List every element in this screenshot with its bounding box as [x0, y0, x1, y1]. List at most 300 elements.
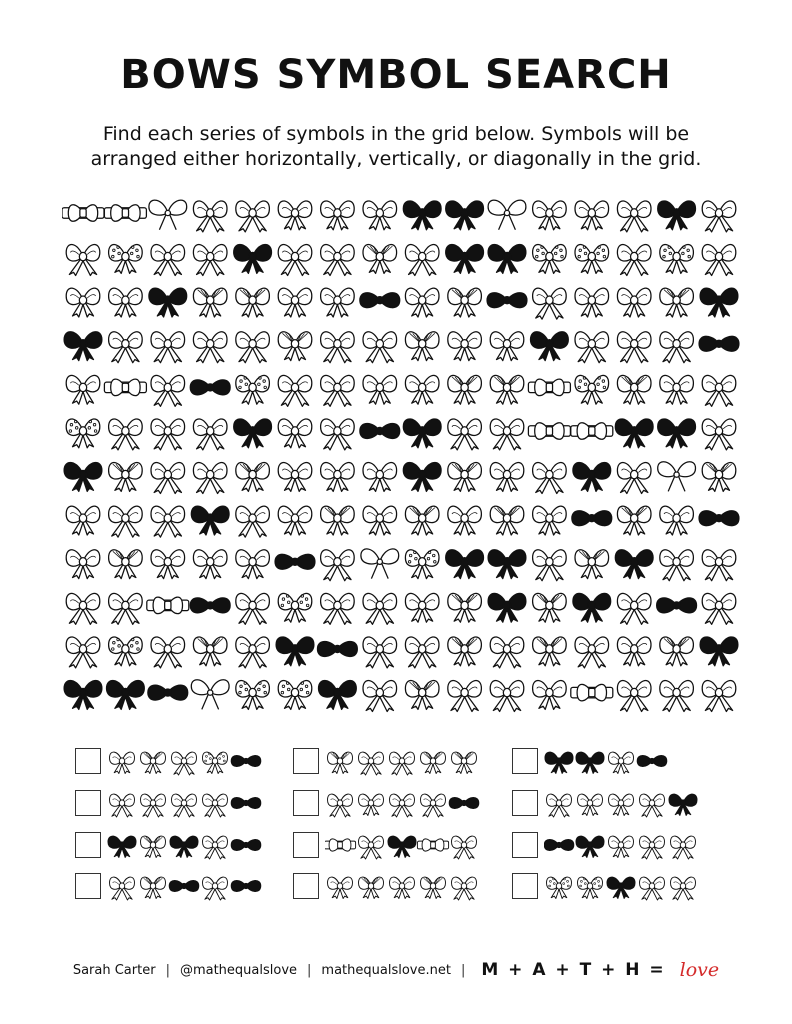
grid-cell-bow-icon-solid	[700, 288, 738, 317]
grid-cell-bow-icon-outline-simple	[405, 288, 439, 317]
answer-item	[293, 871, 493, 903]
bow-icon-pleated-fan	[328, 752, 353, 773]
answer-checkbox[interactable]	[75, 790, 101, 816]
grid-cell-bow-icon-long-ribbon	[405, 245, 439, 276]
grid-cell-bow-icon-pleated-fan	[193, 288, 227, 317]
grid-cell-bow-icon-long-ribbon	[660, 332, 694, 363]
footer-website: mathequalslove.net	[321, 962, 451, 978]
grid-cell-bow-icon-long-ribbon	[575, 332, 609, 363]
grid-cell-bow-icon-pleated-fan	[363, 245, 397, 274]
footer-brand: M + A + T + H =	[481, 960, 666, 980]
answer-item	[512, 746, 712, 778]
grid-cell-bow-icon-outline-simple	[363, 375, 397, 404]
answer-item	[512, 830, 712, 862]
bow-icon-solid	[388, 836, 416, 857]
footer-separator: |	[307, 962, 312, 978]
grid-cell-bow-icon-outline-simple	[321, 463, 355, 492]
grid-cell-bow-icon-pleated-fan	[278, 332, 312, 361]
grid-cell-bow-icon-long-ribbon	[151, 375, 185, 406]
bow-icon-outline-simple	[390, 877, 415, 898]
instructions	[0, 122, 792, 172]
grid-cell-bow-icon-long-ribbon	[617, 681, 651, 712]
grid-cell-bow-icon-outline-simple	[151, 550, 185, 579]
bow-icon-long-ribbon	[640, 877, 665, 900]
grid-cell-bow-icon-heart-shaped	[149, 200, 187, 230]
footer-separator: |	[460, 962, 466, 978]
grid-cell-bow-icon-long-ribbon	[702, 375, 736, 406]
grid-cell-bow-icon-long-ribbon	[321, 593, 355, 624]
grid-cell-bow-icon-long-ribbon	[151, 637, 185, 668]
grid-cell-bow-icon-clip-barrette	[571, 423, 613, 440]
instructions-line-1: Find each series of symbols in the grid below. Symbols will be	[102, 123, 690, 145]
grid-cell-bow-icon-long-ribbon	[363, 593, 397, 624]
grid-cell-bow-icon-pleated-fan	[617, 506, 651, 535]
grid-cell-bow-icon-solid-small	[148, 685, 188, 700]
grid-row	[66, 506, 739, 537]
footer	[0, 955, 792, 985]
grid-cell-bow-icon-pleated-fan	[321, 506, 355, 535]
grid-cell-bow-icon-solid-small	[699, 336, 739, 351]
grid-cell-bow-icon-polka-dot	[109, 245, 143, 274]
grid-cell-bow-icon-long-ribbon	[151, 506, 185, 537]
answer-checkbox[interactable]	[512, 832, 538, 858]
grid-cell-bow-icon-polka-dot	[660, 245, 694, 274]
answer-checkbox[interactable]	[75, 873, 101, 899]
grid-cell-bow-icon-clip-barrette	[528, 379, 570, 396]
grid-cell-bow-icon-long-ribbon	[321, 375, 355, 406]
bow-icon-long-ribbon	[452, 877, 477, 900]
grid-row	[64, 332, 739, 363]
grid-cell-bow-icon-solid	[615, 550, 653, 579]
bow-icon-solid-small	[637, 755, 667, 766]
bow-icon-outline-simple	[609, 836, 634, 857]
grid-cell-bow-icon-long-ribbon	[490, 419, 524, 450]
answer-checkbox[interactable]	[75, 832, 101, 858]
grid-cell-bow-icon-long-ribbon	[236, 637, 270, 668]
bow-icon-long-ribbon	[172, 752, 197, 775]
answer-sequence	[544, 788, 704, 820]
bow-icon-outline-simple	[110, 752, 135, 773]
grid-cell-bow-icon-outline-simple	[278, 288, 312, 317]
bow-icon-polka-dot	[547, 877, 572, 898]
grid-cell-bow-icon-pleated-fan	[193, 637, 227, 666]
grid-cell-bow-icon-solid	[488, 245, 526, 274]
grid-cell-bow-icon-long-ribbon	[193, 419, 227, 450]
grid-cell-bow-icon-long-ribbon	[109, 506, 143, 537]
grid-cell-bow-icon-long-ribbon	[617, 245, 651, 276]
grid-cell-bow-icon-pleated-fan	[405, 506, 439, 535]
grid-cell-bow-icon-pleated-fan	[533, 637, 567, 666]
answer-checkbox[interactable]	[75, 748, 101, 774]
grid-cell-bow-icon-heart-shaped	[361, 549, 399, 579]
grid-cell-bow-icon-solid	[276, 637, 314, 666]
grid-cell-bow-icon-solid-small	[699, 511, 739, 526]
bow-icon-solid-small	[169, 880, 199, 891]
grid-cell-bow-icon-long-ribbon	[151, 245, 185, 276]
grid-cell-bow-icon-pleated-fan	[448, 593, 482, 622]
grid-cell-bow-icon-clip-barrette	[147, 597, 189, 614]
grid-cell-bow-icon-solid	[615, 419, 653, 448]
bow-icon-long-ribbon	[671, 836, 696, 859]
answer-sequence	[325, 871, 485, 903]
grid-row	[66, 375, 736, 406]
grid-cell-bow-icon-polka-dot	[278, 681, 312, 710]
grid-cell-bow-icon-outline-simple	[448, 506, 482, 535]
footer-author: Sarah Carter	[72, 962, 156, 978]
grid-cell-bow-icon-solid	[573, 463, 611, 492]
bow-icon-long-ribbon	[390, 794, 415, 817]
answer-checkbox[interactable]	[293, 832, 319, 858]
grid-cell-bow-icon-solid	[191, 506, 229, 535]
grid-cell-bow-icon-clip-barrette	[571, 684, 613, 701]
grid-cell-bow-icon-solid	[149, 288, 187, 317]
bow-icon-pleated-fan	[141, 836, 166, 857]
bow-icon-long-ribbon	[172, 794, 197, 817]
grid-cell-bow-icon-long-ribbon	[405, 637, 439, 668]
grid-row	[66, 245, 736, 276]
answer-item	[75, 830, 275, 862]
grid-cell-bow-icon-long-ribbon	[490, 681, 524, 712]
bow-icon-pleated-fan	[141, 752, 166, 773]
grid-cell-bow-icon-solid-small	[360, 293, 400, 308]
bow-icon-outline-simple	[609, 794, 634, 815]
grid-cell-bow-icon-long-ribbon	[66, 637, 100, 668]
grid-cell-bow-icon-long-ribbon	[702, 201, 736, 232]
grid-cell-bow-icon-polka-dot	[405, 550, 439, 579]
grid-cell-bow-icon-long-ribbon	[363, 637, 397, 668]
grid-cell-bow-icon-outline-simple	[617, 288, 651, 317]
grid-cell-bow-icon-long-ribbon	[490, 637, 524, 668]
grid-cell-bow-icon-solid	[446, 550, 484, 579]
grid-cell-bow-icon-polka-dot	[575, 245, 609, 274]
grid-cell-bow-icon-solid-small	[190, 598, 230, 613]
bow-icon-outline-simple	[578, 794, 603, 815]
grid-cell-bow-icon-solid	[446, 245, 484, 274]
grid-cell-bow-icon-outline-simple	[575, 288, 609, 317]
grid-cell-bow-icon-long-ribbon	[236, 506, 270, 537]
bow-icon-long-ribbon	[640, 794, 665, 817]
grid-cell-bow-icon-outline-simple	[405, 375, 439, 404]
answer-checkbox[interactable]	[512, 873, 538, 899]
answer-item	[75, 746, 275, 778]
grid-cell-bow-icon-long-ribbon	[236, 332, 270, 363]
answer-checkbox[interactable]	[293, 873, 319, 899]
grid-cell-bow-icon-long-ribbon	[363, 332, 397, 363]
bow-icon-solid-small	[544, 839, 574, 850]
grid-row	[66, 593, 736, 624]
grid-cell-bow-icon-solid	[319, 681, 357, 710]
grid-cell-bow-icon-solid-small	[190, 380, 230, 395]
grid-cell-bow-icon-solid	[531, 332, 569, 361]
grid-cell-bow-icon-pleated-fan	[660, 288, 694, 317]
answer-item	[293, 830, 493, 862]
bow-icon-long-ribbon	[671, 877, 696, 900]
grid-cell-bow-icon-outline-simple	[448, 332, 482, 361]
grid-cell-bow-icon-solid	[403, 201, 441, 230]
grid-cell-bow-icon-solid	[488, 550, 526, 579]
grid-cell-bow-icon-long-ribbon	[236, 593, 270, 624]
answer-sequence	[325, 830, 485, 862]
footer-handle: @mathequalslove	[179, 962, 298, 978]
grid-cell-bow-icon-solid-small	[275, 554, 315, 569]
bow-icon-long-ribbon	[359, 752, 384, 775]
grid-cell-bow-icon-outline-simple	[660, 375, 694, 404]
answer-item	[512, 871, 712, 903]
answer-item	[75, 788, 275, 820]
grid-cell-bow-icon-pleated-fan	[702, 463, 736, 492]
grid-cell-bow-icon-outline-simple	[109, 288, 143, 317]
bow-icon-long-ribbon	[203, 794, 228, 817]
grid-cell-bow-icon-outline-simple	[321, 288, 355, 317]
grid-row	[66, 637, 738, 668]
bow-icon-pleated-fan	[421, 877, 446, 898]
grid-row	[66, 419, 736, 450]
grid-cell-bow-icon-clip-barrette	[528, 423, 570, 440]
bow-icon-long-ribbon	[359, 836, 384, 859]
bow-icon-polka-dot	[203, 752, 228, 773]
grid-cell-bow-icon-long-ribbon	[702, 245, 736, 276]
grid-cell-bow-icon-outline-simple	[66, 550, 100, 579]
grid-cell-bow-icon-long-ribbon	[151, 332, 185, 363]
bow-icon-solid	[170, 836, 198, 857]
grid-cell-bow-icon-long-ribbon	[193, 332, 227, 363]
answer-sequence	[544, 830, 704, 862]
grid-cell-bow-icon-solid	[658, 419, 696, 448]
grid-cell-bow-icon-polka-dot	[236, 375, 270, 404]
bow-icon-solid	[576, 836, 604, 857]
answer-checkbox[interactable]	[293, 748, 319, 774]
grid-cell-bow-icon-long-ribbon	[617, 463, 651, 494]
grid-cell-bow-icon-long-ribbon	[321, 245, 355, 276]
grid-cell-bow-icon-outline-simple	[363, 506, 397, 535]
bow-icon-solid	[108, 836, 136, 857]
grid-cell-bow-icon-outline-simple	[363, 201, 397, 230]
grid-cell-bow-icon-outline-simple	[66, 375, 100, 404]
grid-cell-bow-icon-long-ribbon	[109, 593, 143, 624]
bow-icon-solid	[669, 794, 697, 815]
bow-icon-long-ribbon	[640, 836, 665, 859]
footer-separator: |	[165, 962, 170, 978]
grid-cell-bow-icon-long-ribbon	[151, 419, 185, 450]
grid-cell-bow-icon-long-ribbon	[109, 419, 143, 450]
grid-cell-bow-icon-solid-small	[572, 511, 612, 526]
grid-cell-bow-icon-outline-simple	[278, 463, 312, 492]
grid-cell-bow-icon-pleated-fan	[448, 375, 482, 404]
grid-cell-bow-icon-outline-simple	[575, 201, 609, 230]
answer-sequence	[544, 871, 704, 903]
grid-cell-bow-icon-long-ribbon	[363, 681, 397, 712]
answer-sequence	[325, 746, 485, 778]
grid-cell-bow-icon-solid	[234, 419, 272, 448]
answer-sequence	[107, 746, 267, 778]
grid-cell-bow-icon-pleated-fan	[448, 637, 482, 666]
answer-sequence	[107, 830, 267, 862]
grid-cell-bow-icon-long-ribbon	[193, 201, 227, 232]
answer-sequence	[107, 871, 267, 903]
bow-icon-solid-small	[231, 797, 261, 808]
grid-cell-bow-icon-long-ribbon	[321, 419, 355, 450]
grid-cell-bow-icon-solid	[446, 201, 484, 230]
grid-cell-bow-icon-long-ribbon	[321, 332, 355, 363]
grid-cell-bow-icon-pleated-fan	[236, 288, 270, 317]
grid-cell-bow-icon-solid	[107, 681, 145, 710]
grid-cell-bow-icon-solid	[234, 245, 272, 274]
grid-cell-bow-icon-heart-shaped	[488, 200, 526, 230]
grid-cell-bow-icon-polka-dot	[278, 593, 312, 622]
grid-cell-bow-icon-solid	[573, 593, 611, 622]
grid-cell-bow-icon-long-ribbon	[278, 375, 312, 406]
grid-cell-bow-icon-outline-simple	[236, 550, 270, 579]
grid-cell-bow-icon-polka-dot	[109, 637, 143, 666]
grid-cell-bow-icon-long-ribbon	[702, 550, 736, 581]
bow-icon-clip-barrette	[325, 839, 356, 851]
grid-cell-bow-icon-heart-shaped	[658, 462, 696, 492]
grid-cell-bow-icon-long-ribbon	[448, 681, 482, 712]
grid-cell-bow-icon-clip-barrette	[104, 379, 146, 396]
grid-cell-bow-icon-long-ribbon	[617, 593, 651, 624]
footer-brand-love: love	[679, 959, 720, 981]
answer-item	[75, 871, 275, 903]
grid-cell-bow-icon-outline-simple	[660, 506, 694, 535]
grid-cell-bow-icon-outline-simple	[363, 463, 397, 492]
page-title: BOWS SYMBOL SEARCH	[120, 52, 672, 98]
grid-row	[62, 200, 736, 232]
grid-cell-bow-icon-solid	[64, 681, 102, 710]
bow-icon-pleated-fan	[421, 752, 446, 773]
bow-icon-long-ribbon	[328, 794, 353, 817]
bow-icon-long-ribbon	[390, 752, 415, 775]
grid-cell-bow-icon-long-ribbon	[617, 201, 651, 232]
grid-cell-bow-icon-pleated-fan	[405, 332, 439, 361]
grid-cell-bow-icon-solid	[403, 419, 441, 448]
answer-item	[512, 788, 712, 820]
answer-sequence	[544, 746, 704, 778]
grid-row	[66, 288, 738, 319]
grid-cell-bow-icon-solid	[488, 593, 526, 622]
grid-cell-bow-icon-outline-simple	[193, 550, 227, 579]
grid-cell-bow-icon-pleated-fan	[109, 550, 143, 579]
bow-icon-long-ribbon	[547, 794, 572, 817]
grid-cell-bow-icon-solid-small	[360, 424, 400, 439]
grid-cell-bow-icon-outline-simple	[617, 637, 651, 666]
grid-cell-bow-icon-long-ribbon	[533, 463, 567, 494]
bow-icon-solid-small	[231, 839, 261, 850]
grid-cell-bow-icon-pleated-fan	[448, 463, 482, 492]
grid-cell-bow-icon-outline-simple	[278, 506, 312, 535]
grid-cell-bow-icon-polka-dot	[533, 245, 567, 274]
grid-cell-bow-icon-long-ribbon	[109, 332, 143, 363]
grid-cell-bow-icon-clip-barrette	[104, 205, 146, 222]
grid-row	[64, 462, 736, 494]
grid-cell-bow-icon-pleated-fan	[236, 463, 270, 492]
bow-icon-clip-barrette	[417, 839, 448, 851]
symbol-grid	[62, 192, 742, 722]
grid-cell-bow-icon-pleated-fan	[490, 375, 524, 404]
grid-cell-bow-icon-outline-simple	[66, 288, 100, 317]
answer-item	[293, 788, 493, 820]
grid-cell-bow-icon-pleated-fan	[533, 593, 567, 622]
grid-cell-bow-icon-solid-small	[317, 642, 357, 657]
bow-icon-outline-simple	[328, 877, 353, 898]
grid-cell-bow-icon-solid-small	[487, 293, 527, 308]
grid-row	[64, 680, 736, 712]
bow-icon-solid-small	[231, 880, 261, 891]
grid-cell-bow-icon-outline-simple	[405, 593, 439, 622]
grid-cell-bow-icon-long-ribbon	[66, 245, 100, 276]
bow-icon-polka-dot	[578, 877, 603, 898]
grid-cell-bow-icon-solid-small	[657, 598, 697, 613]
bow-icon-pleated-fan	[452, 752, 477, 773]
grid-cell-bow-icon-outline-simple	[278, 419, 312, 448]
grid-cell-bow-icon-long-ribbon	[617, 332, 651, 363]
grid-cell-bow-icon-solid	[658, 201, 696, 230]
grid-cell-bow-icon-pleated-fan	[660, 637, 694, 666]
answer-checkbox[interactable]	[512, 748, 538, 774]
answer-sequence	[107, 788, 267, 820]
answer-item	[293, 746, 493, 778]
grid-cell-bow-icon-outline-simple	[533, 201, 567, 230]
bow-icon-solid	[607, 877, 635, 898]
grid-cell-bow-icon-long-ribbon	[533, 288, 567, 319]
answer-checkbox[interactable]	[293, 790, 319, 816]
grid-cell-bow-icon-long-ribbon	[702, 419, 736, 450]
grid-cell-bow-icon-long-ribbon	[66, 593, 100, 624]
bow-icon-long-ribbon	[110, 877, 135, 900]
grid-cell-bow-icon-outline-simple	[66, 506, 100, 535]
grid-cell-bow-icon-long-ribbon	[193, 245, 227, 276]
grid-cell-bow-icon-polka-dot	[575, 375, 609, 404]
bow-icon-pleated-fan	[141, 877, 166, 898]
grid-cell-bow-icon-pleated-fan	[617, 375, 651, 404]
grid-cell-bow-icon-long-ribbon	[448, 419, 482, 450]
grid-cell-bow-icon-outline-simple	[490, 332, 524, 361]
grid-cell-bow-icon-outline-simple	[321, 201, 355, 230]
bow-icon-long-ribbon	[421, 794, 446, 817]
bow-icon-solid	[545, 752, 573, 773]
bow-icon-solid-small	[231, 755, 261, 766]
grid-cell-bow-icon-outline-simple	[490, 463, 524, 492]
grid-cell-bow-icon-long-ribbon	[151, 463, 185, 494]
bow-icon-long-ribbon	[110, 794, 135, 817]
grid-cell-bow-icon-solid	[64, 463, 102, 492]
bow-icon-solid	[576, 752, 604, 773]
grid-cell-bow-icon-heart-shaped	[191, 680, 229, 710]
grid-cell-bow-icon-long-ribbon	[660, 550, 694, 581]
grid-cell-bow-icon-outline-simple	[533, 506, 567, 535]
grid-cell-bow-icon-long-ribbon	[193, 463, 227, 494]
grid-cell-bow-icon-long-ribbon	[321, 550, 355, 581]
grid-cell-bow-icon-clip-barrette	[62, 205, 104, 222]
bow-icon-long-ribbon	[141, 794, 166, 817]
bow-icon-solid-small	[449, 797, 479, 808]
grid-cell-bow-icon-long-ribbon	[702, 681, 736, 712]
bow-icon-long-ribbon	[452, 836, 477, 859]
bow-icon-pleated-fan	[359, 877, 384, 898]
grid-cell-bow-icon-long-ribbon	[702, 593, 736, 624]
grid-cell-bow-icon-outline-simple	[278, 201, 312, 230]
grid-cell-bow-icon-pleated-fan	[109, 463, 143, 492]
answer-sequence	[325, 788, 485, 820]
grid-cell-bow-icon-solid	[64, 332, 102, 361]
bow-icon-long-ribbon	[203, 836, 228, 859]
bow-icon-outline-simple	[609, 752, 634, 773]
grid-row	[66, 549, 736, 581]
answer-checkbox[interactable]	[512, 790, 538, 816]
grid-cell-bow-icon-solid	[700, 637, 738, 666]
grid-cell-bow-icon-pleated-fan	[448, 288, 482, 317]
grid-cell-bow-icon-polka-dot	[66, 419, 100, 448]
grid-cell-bow-icon-polka-dot	[236, 681, 270, 710]
